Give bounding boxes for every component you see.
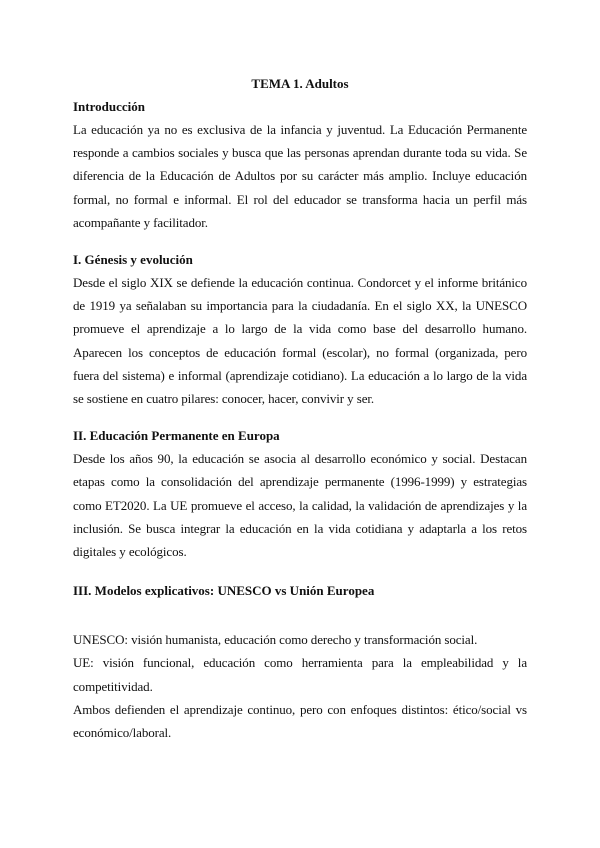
section-heading-modelos: III. Modelos explicativos: UNESCO vs Unión Europea [73,583,375,599]
section-heading-europa: II. Educación Permanente en Europa [73,428,280,444]
section-body-genesis: Desde el siglo XIX se defiende la educación continua. Condorcet y el informe británico de 1919 ya señalaban su importancia para la ciudadanía. En el siglo XX, la UNESCO promueve el aprendizaje a lo largo de la vida como base del desarrollo humano. Aparecen los conceptos de educación formal (escolar), no formal (organizada, pero fuera del sistema) e informal (aprendizaje cotidiano). La educación a lo largo de la vida se sostiene en cuatro pilares: conocer, hacer, convivir y ser. [73,275,527,407]
section-body-introduccion: La educación ya no es exclusiva de la infancia y juventud. La Educación Permanente responde a cambios sociales y busca que las personas aprendan durante toda su vida. Se diferencia de la Educación de Adultos por su carácter más amplio. Incluye educación formal, no formal e informal. El rol del educador se transforma hacia un perfil más acompañante y facilitador. [73,122,527,230]
document-title: TEMA 1. Adultos [251,76,349,91]
section-body-europa: Desde los años 90, la educación se asocia al desarrollo económico y social. Destacan etapas como la consolidación del aprendizaje permanente (1996-1999) y estrategias como ET2020. La UE promueve el acceso, la calidad, la validación de aprendizajes y la inclusión. Se busca integrar la educación en la vida cotidiana y adaptarla a los retos digitales y ecológicos. [73,451,527,560]
section-heading-introduccion: Introducción [73,99,145,114]
modelos-line-ambos: Ambos defienden el aprendizaje continuo, pero con enfoques distintos: ético/social vs económico/laboral. [73,701,527,741]
modelos-line-unesco: UNESCO: visión humanista, educación como derecho y transformación social. [73,632,478,648]
section-heading-genesis: I. Génesis y evolución [73,252,193,268]
modelos-line-ue: UE: visión funcional, educación como herramienta para la empleabilidad y la competitividad. [73,655,527,694]
